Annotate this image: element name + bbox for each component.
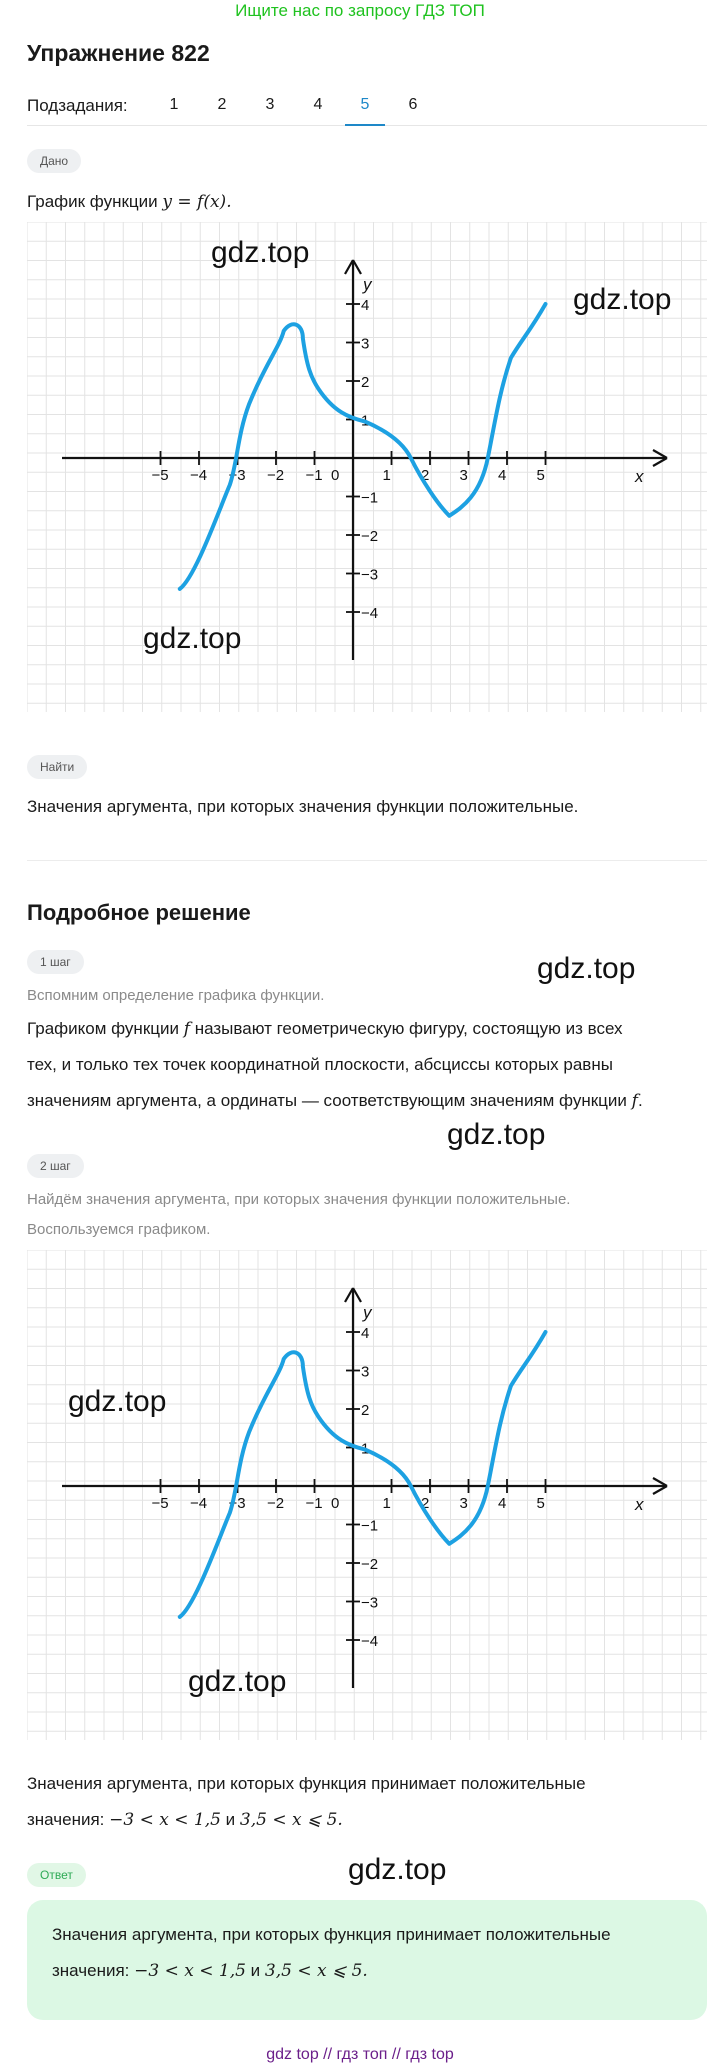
y-tick-label: −4	[361, 1633, 379, 1650]
find-pill: Найти	[27, 755, 87, 779]
subtask-tab-4[interactable]: 4	[313, 96, 323, 113]
conclusion-interval-2: 3,5 < x ⩽ 5.	[239, 1810, 343, 1830]
subtask-tab-5[interactable]: 5	[345, 96, 385, 126]
grid	[27, 1250, 707, 1740]
y-tick-label: −3	[361, 1594, 379, 1612]
x-tick-label: −2	[267, 467, 285, 484]
x-tick-label: 2	[421, 1495, 430, 1512]
x-axis-label: x	[635, 1495, 644, 1514]
answer-line1: Значения аргумента, при которых функция принимает положительные	[52, 1925, 611, 1944]
step1-line3-a: значениям аргумента, а ординаты — соответствующим значениям функции	[27, 1091, 632, 1110]
exercise-title: Упражнение 822	[27, 40, 210, 66]
given-formula: y = f(x).	[162, 192, 232, 212]
step1-line1-a: Графиком функции	[27, 1019, 184, 1038]
x-tick-label: −2	[267, 1495, 285, 1512]
section-divider	[27, 860, 707, 861]
x-tick-label: −3	[228, 1495, 246, 1512]
watermark: gdz.top	[68, 1385, 167, 1418]
x-tick-label: 0	[331, 1495, 340, 1512]
answer-pill: Ответ	[27, 1863, 86, 1887]
step1-pill: 1 шаг	[27, 950, 84, 974]
step2-pill: 2 шаг	[27, 1154, 84, 1178]
step1-hint: Вспомним определение графика функции.	[27, 987, 325, 1004]
subtask-tab-6[interactable]: 6	[408, 96, 418, 113]
y-tick-label: 2	[361, 1402, 370, 1419]
answer-box	[27, 1900, 707, 2020]
y-tick-label: 3	[361, 335, 370, 353]
step1-line1	[27, 1011, 623, 1047]
step1-line3	[27, 1083, 643, 1119]
step1-line1-b: называют геометрическую фигуру, состоящую из всех	[190, 1019, 623, 1038]
x-tick-label: −5	[151, 467, 169, 484]
x-tick-label: 3	[459, 467, 468, 484]
solution-title: Подробное решение	[27, 900, 251, 925]
y-tick-label: 1	[361, 1440, 370, 1458]
x-tick-label: 1	[382, 1495, 391, 1512]
subtask-tab-3[interactable]: 3	[265, 96, 275, 113]
y-axis-label: y	[363, 275, 372, 294]
conclusion-line1: Значения аргумента, при которых функция принимает положительные	[27, 1774, 586, 1793]
watermark: gdz.top	[143, 622, 242, 655]
answer-interval-1: −3 < x < 1,5	[134, 1961, 246, 1981]
watermark: gdz.top	[573, 283, 672, 316]
y-tick-label: 1	[361, 412, 370, 430]
watermark: gdz.top	[537, 952, 636, 985]
y-tick-label: 2	[361, 374, 370, 391]
x-tick-label: 3	[459, 1495, 468, 1512]
x-tick-label: −4	[190, 467, 208, 484]
y-tick-label: 4	[361, 297, 370, 314]
footer-link-gdz-top-ru[interactable]: гдз топ	[336, 2046, 388, 2063]
x-tick-label: 2	[421, 467, 430, 484]
x-tick-label: 0	[331, 467, 340, 484]
given-text-prefix: График функции	[27, 192, 163, 211]
subtask-tab-1[interactable]: 1	[169, 96, 179, 113]
answer-label: значения:	[52, 1961, 135, 1980]
answer-line2	[52, 1953, 611, 1989]
given-pill: Дано	[27, 149, 81, 173]
y-tick-label: −3	[361, 566, 379, 584]
y-axis-label: y	[363, 1303, 372, 1322]
step1-line3-f: f	[631, 1091, 638, 1111]
footer-link-gdz-top[interactable]: gdz top	[266, 2046, 319, 2063]
footer-links	[0, 2046, 720, 2064]
graph-svg-2	[27, 1250, 707, 1740]
x-tick-label: 4	[498, 1495, 507, 1512]
conclusion-interval-1: −3 < x < 1,5	[109, 1810, 221, 1830]
subtask-tab-2[interactable]: 2	[217, 96, 227, 113]
x-tick-label: −1	[305, 1495, 323, 1512]
footer-separator: //	[323, 2046, 333, 2063]
x-tick-label: −1	[305, 467, 323, 484]
step1-line2: тех, и только тех точек координатной плоскости, абсциссы которых равны	[27, 1055, 613, 1074]
step2-hint-1: Найдём значения аргумента, при которых значения функции положительные.	[27, 1191, 571, 1208]
step1-line1-f: f	[183, 1019, 191, 1039]
x-tick-label: −4	[190, 1495, 208, 1512]
search-ad-banner[interactable]: Ищите нас по запросу ГДЗ ТОП	[235, 1, 485, 20]
given-text	[27, 184, 232, 220]
y-tick-label: 3	[361, 1363, 370, 1381]
y-tick-label: −1	[361, 1517, 379, 1535]
answer-text	[52, 1917, 611, 1989]
footer-link-gdz-top-mixed[interactable]: гдз top	[405, 2046, 454, 2063]
subtasks-bar	[27, 92, 707, 126]
y-tick-label: −1	[361, 489, 379, 507]
x-tick-label: −5	[151, 1495, 169, 1512]
conclusion-and: и	[220, 1810, 240, 1829]
footer-separator: //	[391, 2046, 401, 2063]
x-tick-label: −3	[228, 467, 246, 484]
function-graph-2	[27, 1250, 707, 1740]
x-tick-label: 1	[382, 467, 391, 484]
y-tick-label: 4	[361, 1325, 370, 1342]
step2-hint-2: Воспользуемся графиком.	[27, 1221, 211, 1238]
y-tick-label: −4	[361, 605, 379, 622]
subtasks-label: Подзадания:	[27, 96, 128, 115]
x-tick-label: 5	[536, 1495, 545, 1512]
x-tick-label: 4	[498, 467, 507, 484]
answer-and: и	[245, 1961, 265, 1980]
y-tick-label: −2	[361, 1556, 379, 1573]
conclusion-label: значения:	[27, 1810, 110, 1829]
x-tick-label: 5	[536, 467, 545, 484]
conclusion-line2	[27, 1802, 343, 1838]
find-text: Значения аргумента, при которых значения функции положительные.	[27, 797, 579, 816]
watermark: gdz.top	[447, 1118, 546, 1151]
x-axis-label: x	[635, 467, 644, 486]
y-tick-label: −2	[361, 528, 379, 545]
watermark: gdz.top	[348, 1853, 447, 1886]
watermark: gdz.top	[211, 236, 310, 269]
answer-interval-2: 3,5 < x ⩽ 5.	[264, 1961, 368, 1981]
watermark: gdz.top	[188, 1665, 287, 1698]
step1-line3-b: .	[637, 1091, 643, 1110]
